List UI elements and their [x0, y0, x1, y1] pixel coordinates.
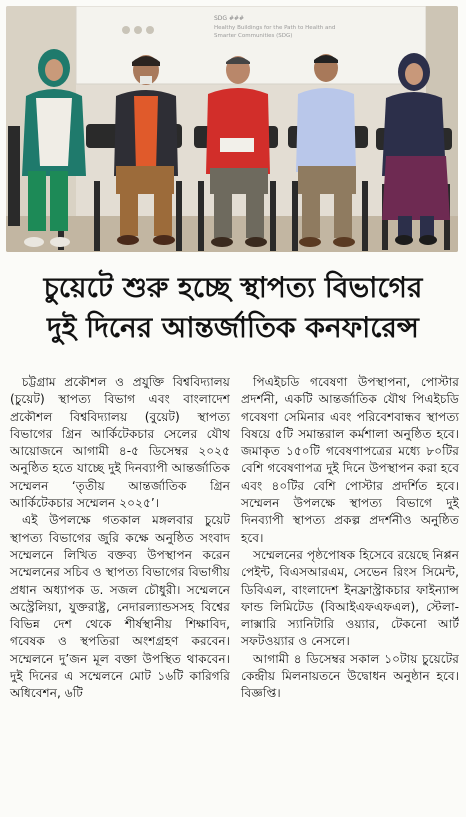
projection-screen [76, 6, 426, 84]
headline-line-2: দুই দিনের আন্তর্জাতিক কনফারেন্স [47, 311, 419, 344]
article-paragraph: সম্মেলনের পৃষ্ঠপোষক হিসেবে রয়েছে নিপ্পন পেইন্ট, বিএসআরএম, সেভেন রিংস সিমেন্ট, ডিবিএল, বাংলাদেশ ইনফ্রাস্ট্রাকচার ফাইন্যান্স ফান্ড লিমিটেড (বিআইএফএফএল), স্টেলা-লাক্সারি স্যানিটারি ওয়্যার, টেকনো আর্ট সফটওয়্যার ও নেসলে। [241, 547, 459, 649]
slide-line-3: Smarter Communities (SDG) [214, 33, 293, 39]
press-conference-illustration [6, 6, 458, 252]
article-paragraph: এই উপলক্ষে গতকাল মঙ্গলবার চুয়েট স্থাপত্য বিভাগের জুরি কক্ষে অনুষ্ঠিত সংবাদ সম্মেলনে লিখিত বক্তব্য উপস্থাপন করেন সম্মেলনের সচিব ও স্থাপত্য বিভাগের বিভাগীয় প্রধান অধ্যাপক ড. সজল চৌধুরী। সম্মেলনে অস্ট্রেলিয়া, যুক্তরাষ্ট্র, নেদারল্যান্ডসসহ বিশ্বের বিভিন্ন দেশ থেকে শীর্ষস্থানীয় শিক্ষাবিদ, গবেষক ও স্থপতিরা অংশগ্রহণ করবেন। সম্মেলনে দু’জন মূল বক্তা উপস্থিত থাকবেন। দুই দিনের এ সম্মেলনে মোট ১৬টি কারিগরি অধিবেশন, ৬টি [10, 513, 230, 701]
article-paragraph: চট্টগ্রাম প্রকৌশল ও প্রযুক্তি বিশ্ববিদ্যালয় (চুয়েট) স্থাপত্য বিভাগ এবং বাংলাদেশ প্রকৌশল বিশ্ববিদ্যালয় (বুয়েট) স্থাপত্য বিভাগের গ্রিন আর্কিটেকচার সেলের যৌথ আয়োজনে আগামী ৪-৫ ডিসেম্বর ২০২৫ অনুষ্ঠিত হতে যাচ্ছে দুই দিনব্যাপী আন্তর্জাতিক সম্মেলন ‘তৃতীয় আন্তর্জাতিক গ্রিন আর্কিটেকচার সম্মেলন ২০২৫’। [10, 375, 230, 511]
press-conference-photo [6, 6, 458, 252]
article-paragraph: আগামী ৪ ডিসেম্বর সকাল ১০টায় চুয়েটের কেন্দ্রীয় মিলনায়তনে উদ্বোধন অনুষ্ঠান হবে। বিজ্ঞপ্তি। [241, 651, 459, 701]
article-column-right [241, 374, 459, 703]
article-column-left [10, 374, 230, 703]
slide-line-1: SDG ### [214, 15, 245, 22]
slide-line-2: Healthy Buildings for the Path to Health and [214, 25, 336, 31]
headline-line-1: চুয়েটে শুরু হচ্ছে স্থাপত্য বিভাগের [43, 271, 423, 304]
article-paragraph: পিএইচডি গবেষণা উপস্থাপনা, পোস্টার প্রদর্শনী, একটি আন্তর্জাতিক যৌথ পিএইচডি গবেষণা সেমিনার এবং পরিবেশবান্ধব স্থাপত্য বিষয়ে ৫টি সমান্তরাল কর্মশালা অনুষ্ঠিত হবে। জমাকৃত ১৫০টি গবেষণাপত্রের মধ্যে ৮০টির বেশি গবেষণাপত্র দুই দিনে উপস্থাপন করা হবে এবং ৪০টির বেশি পোস্টার প্রদর্শিত হবে। সম্মেলন উপলক্ষে স্থাপত্য বিভাগে দুই দিনব্যাপী স্থাপত্য প্রকল্প প্রদর্শনীও অনুষ্ঠিত হবে। [241, 375, 459, 545]
headline [8, 268, 458, 348]
